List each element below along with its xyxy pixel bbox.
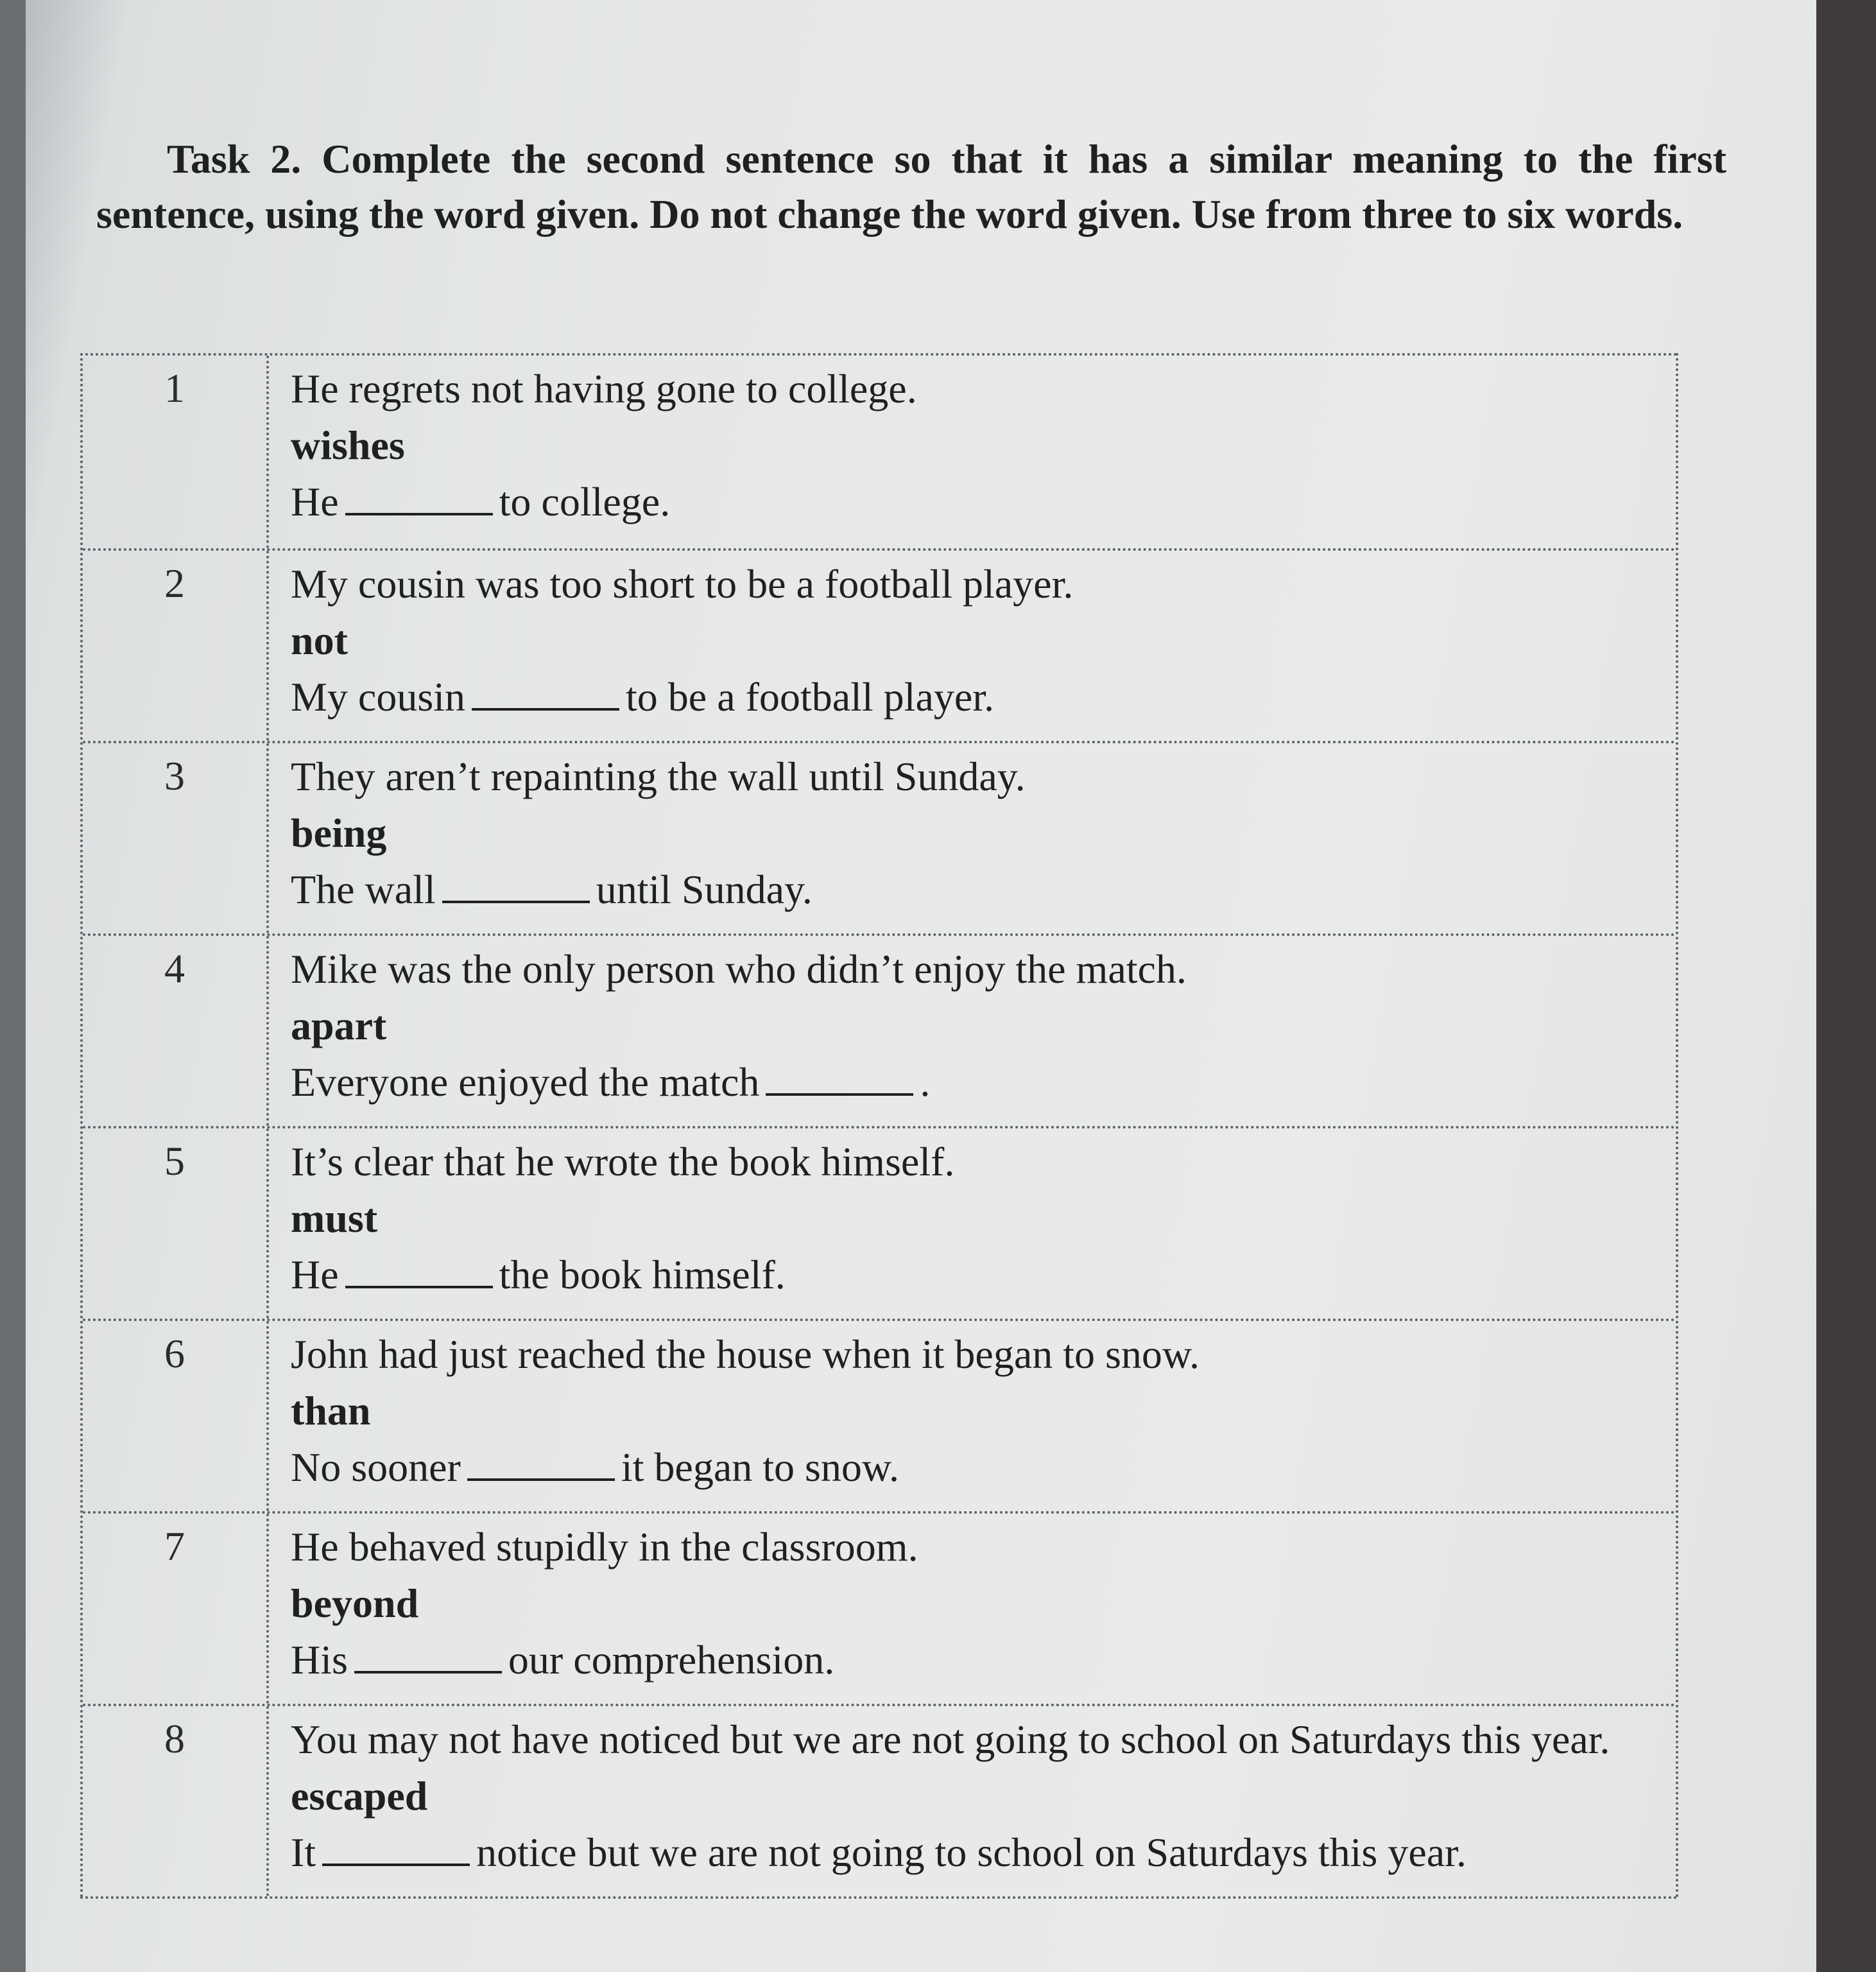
exercise-row (83, 741, 1676, 933)
rewrite-start: My cousin (291, 674, 465, 720)
item-content (269, 743, 1676, 933)
item-number: 4 (83, 936, 269, 1126)
rewrite-start: Everyone enjoyed the match (291, 1059, 760, 1105)
exercise-row (83, 1319, 1676, 1511)
rewrite-line (291, 669, 1676, 725)
answer-blank[interactable] (354, 1635, 502, 1674)
rewrite-line (291, 1247, 1676, 1303)
item-number: 1 (83, 356, 269, 548)
item-content (269, 936, 1676, 1126)
rewrite-start: No sooner (291, 1444, 461, 1490)
exercise-row (83, 1511, 1676, 1704)
original-sentence: He regrets not having gone to college. (291, 366, 917, 411)
answer-blank[interactable] (766, 1057, 913, 1096)
original-sentence: My cousin was too short to be a football player. (291, 561, 1074, 607)
item-number: 8 (83, 1706, 269, 1896)
original-sentence: It’s clear that he wrote the book himself. (291, 1139, 955, 1184)
rewrite-end: to be a football player. (626, 674, 995, 720)
exercise-row (83, 1704, 1676, 1896)
key-word: than (291, 1388, 371, 1433)
key-word: wishes (291, 422, 405, 468)
item-number: 7 (83, 1514, 269, 1704)
task-instructions: Task 2. Complete the second sentence so that it has a similar meaning to the first sentence, using the word given. Do not change the word given. Use from three to six words. (96, 136, 1726, 237)
rewrite-end: the book himself. (499, 1252, 786, 1297)
rewrite-line (291, 1824, 1676, 1881)
rewrite-end: to college. (499, 479, 671, 524)
answer-blank[interactable] (472, 672, 619, 711)
exercise-row (83, 548, 1676, 741)
item-number: 3 (83, 743, 269, 933)
item-content (269, 1129, 1676, 1319)
exercise-row (83, 356, 1676, 548)
exercise-table (80, 353, 1678, 1899)
original-sentence: Mike was the only person who didn’t enjoy the match. (291, 946, 1187, 992)
rewrite-end: until Sunday. (596, 867, 813, 912)
rewrite-end: notice but we are not going to school on Saturdays this year. (476, 1829, 1467, 1875)
item-number: 6 (83, 1321, 269, 1511)
exercise-row (83, 933, 1676, 1126)
item-content (269, 1321, 1676, 1511)
rewrite-line (291, 1632, 1676, 1688)
rewrite-line (291, 1054, 1676, 1111)
rewrite-end: . (920, 1059, 931, 1105)
key-word: being (291, 810, 387, 856)
original-sentence: You may not have noticed but we are not going to school on Saturdays this year. (291, 1717, 1610, 1762)
rewrite-end: it began to snow. (621, 1444, 899, 1490)
rewrite-line (291, 861, 1676, 918)
rewrite-start: He (291, 479, 339, 524)
key-word: escaped (291, 1773, 428, 1819)
original-sentence: He behaved stupidly in the classroom. (291, 1524, 918, 1570)
page-edge-shadow (1816, 0, 1876, 1972)
rewrite-start: It (291, 1829, 316, 1875)
key-word: beyond (291, 1580, 419, 1626)
key-word: apart (291, 1003, 387, 1048)
answer-blank[interactable] (467, 1442, 615, 1481)
item-content (269, 551, 1676, 741)
exercise-row (83, 1126, 1676, 1319)
rewrite-start: His (291, 1637, 348, 1682)
rewrite-end: our comprehension. (508, 1637, 835, 1682)
rewrite-start: He (291, 1252, 339, 1297)
item-content (269, 356, 1676, 548)
answer-blank[interactable] (345, 477, 493, 515)
item-number: 2 (83, 551, 269, 741)
item-content (269, 1706, 1676, 1896)
key-word: not (291, 618, 348, 663)
key-word: must (291, 1195, 378, 1241)
answer-blank[interactable] (442, 865, 590, 903)
rewrite-start: The wall (291, 867, 436, 912)
answer-blank[interactable] (322, 1828, 470, 1866)
answer-blank[interactable] (345, 1250, 493, 1288)
rewrite-line (291, 474, 1676, 530)
original-sentence: They aren’t repainting the wall until Sunday. (291, 754, 1026, 799)
rewrite-line (291, 1439, 1676, 1496)
item-content (269, 1514, 1676, 1704)
original-sentence: John had just reached the house when it began to snow. (291, 1331, 1200, 1377)
item-number: 5 (83, 1129, 269, 1319)
